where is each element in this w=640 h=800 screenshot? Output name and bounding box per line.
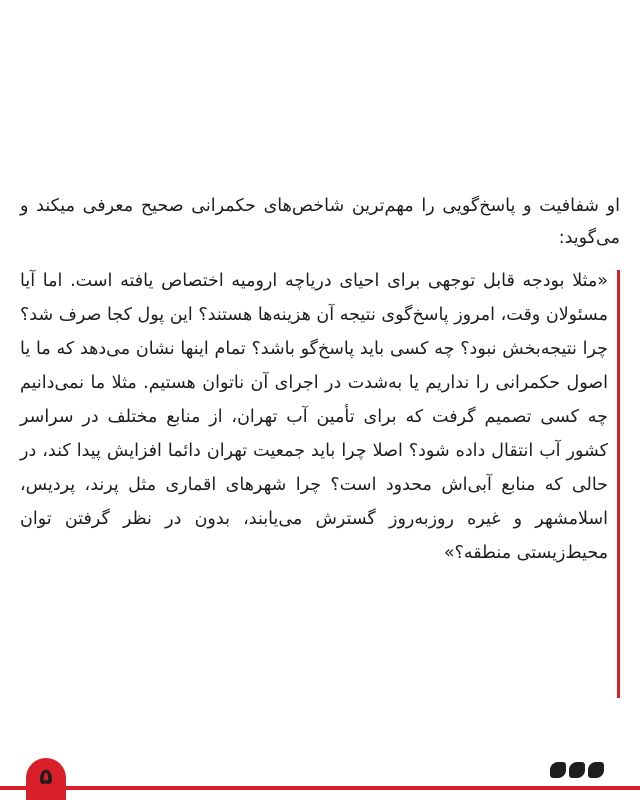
- intro-paragraph: او شفافیت و پاسخ‌گویی را مهم‌ترین شاخص‌های حکمرانی صحیح معرفی میکند و می‌گوید:: [20, 196, 620, 248]
- page-number: ۵: [39, 765, 53, 790]
- footer-divider: [0, 786, 640, 790]
- page-number-badge: [26, 758, 66, 800]
- dot-icon: [569, 762, 585, 778]
- decorative-dots-icon: [550, 760, 610, 780]
- quote-accent-bar: [617, 270, 620, 698]
- dot-icon: [550, 762, 566, 778]
- dot-icon: [588, 762, 604, 778]
- quote-text: «مثلا بودجه قابل توجهی برای احیای دریاچه ارومیه اختصاص یافته است. اما آیا مسئولان وقت، امروز پاسخ‌گوی نتیجه آن هزینه‌ها هستند؟ این پول کجا صرف شد؟ چرا نتیجه‌بخش نبود؟ چه کسی باید پاسخ‌گو باشد؟ تمام اینها نشان می‌دهد که ما یا اصول حکمرانی را نداریم یا به‌شدت در اجرای آن ناتوان هستیم. مثلا ما نمی‌دانیم چه کسی تصمیم گرفت که برای تأمین آب تهران، از منابع مختلف در سراسر کشور آب انتقال داده شود؟ اصلا چرا باید جمعیت تهران دائما افزایش پیدا کند، در حالی که منابع آبی‌اش محدود است؟ چرا شهرهای اقماری مثل پرند، پردیس، اسلامشهر و غیره روزبه‌روز گسترش می‌یابند، بدون در نظر گرفتن توان محیط‌زیستی منطقه؟»: [20, 271, 608, 563]
- quote-block: [20, 264, 620, 570]
